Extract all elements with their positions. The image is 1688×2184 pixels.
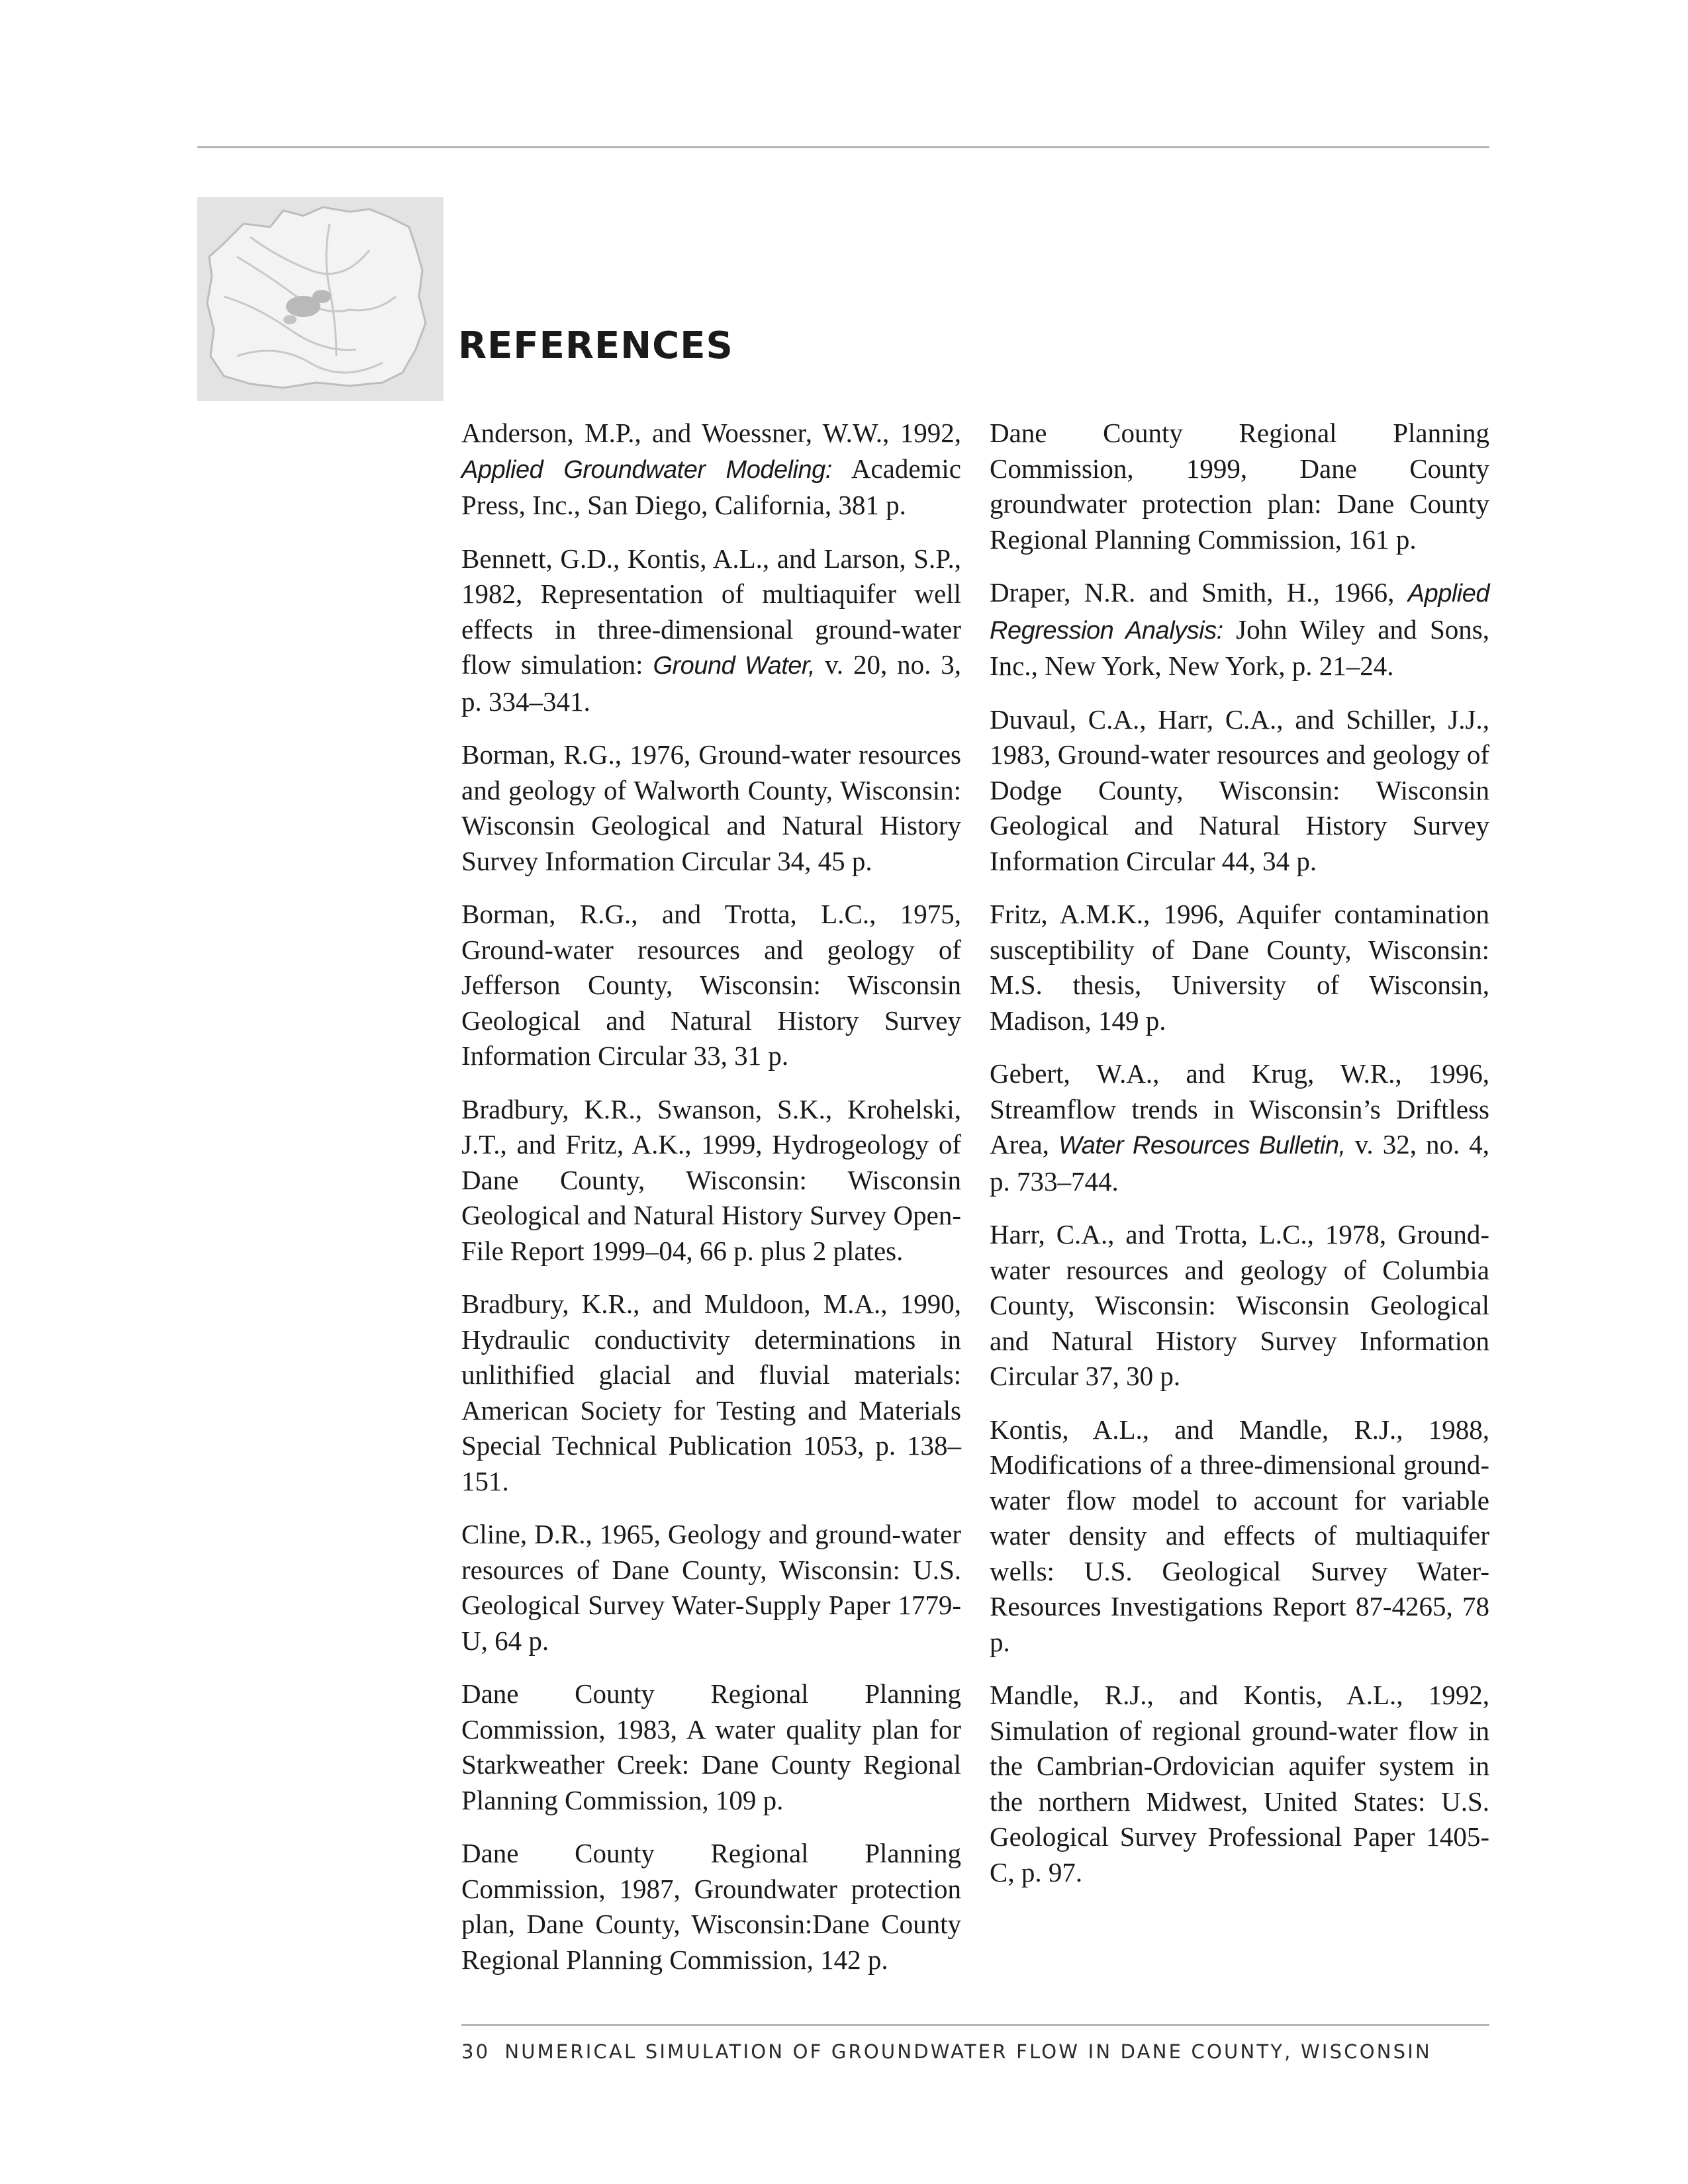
reference-entry: Fritz, A.M.K., 1996, Aquifer contamination susceptibility of Dane County, Wisconsin: M.S. thesis, University of Wisconsin, Madison, 149 p.: [990, 899, 1489, 1036]
reference-entry: Borman, R.G., 1976, Ground-water resources and geology of Walworth County, Wisconsin: Wisconsin Geological and Natural History Survey Information Circular 34, 45 p.: [461, 739, 961, 876]
reference-entry: Anderson, M.P., and Woessner, W.W., 1992, Applied Groundwater Modeling: Academic Press, Inc., San Diego, California, 381 p.: [461, 418, 961, 520]
references-column-right: [990, 416, 1489, 1908]
page-number: 30: [461, 2040, 491, 2063]
reference-entry: Duvaul, C.A., Harr, C.A., and Schiller, J.J., 1983, Ground-water resources and geology of Dodge County, Wisconsin: Wisconsin Geological and Natural History Survey Information Circular 44, 34 p.: [990, 704, 1489, 876]
reference-entry: Dane County Regional Planning Commission, 1999, Dane County groundwater protection plan: Dane County Regional Planning Commission, 161 p.: [990, 418, 1489, 555]
page-title: REFERENCES: [458, 324, 733, 367]
reference-entry: Bradbury, K.R., and Muldoon, M.A., 1990, Hydraulic conductivity determinations in unlithified glacial and fluvial materials: American Society for Testing and Materials Special Technical Publication 1053, p. 138–151.: [461, 1289, 961, 1496]
reference-entry: Gebert, W.A., and Krug, W.R., 1996, Streamflow trends in Wisconsin’s Driftless Area, Water Resources Bulletin, v. 32, no. 4, p. 733–744.: [990, 1058, 1489, 1197]
reference-entry: Kontis, A.L., and Mandle, R.J., 1988, Modifications of a three-dimensional ground-water flow model to account for variable water density and effects of multiaquifer wells: U.S. Geological Survey Water-Resources Investigations Report 87-4265, 78 p.: [990, 1414, 1489, 1657]
reference-entry: Harr, C.A., and Trotta, L.C., 1978, Ground-water resources and geology of Columbia County, Wisconsin: Wisconsin Geological and Natural History Survey Information Circular 37, 30 p.: [990, 1219, 1489, 1391]
reference-entry: Dane County Regional Planning Commission, 1987, Groundwater protection plan, Dane County, Wisconsin:Dane County Regional Planning Commission, 142 p.: [461, 1838, 961, 1975]
running-title: NUMERICAL SIMULATION OF GROUNDWATER FLOW IN DANE COUNTY, WISCONSIN: [504, 2040, 1432, 2063]
map-graphic: [197, 197, 444, 401]
top-rule: [197, 146, 1489, 148]
footer-rule: [461, 2024, 1489, 2026]
reference-entry: Bennett, G.D., Kontis, A.L., and Larson, S.P., 1982, Representation of multiaquifer well effects in three-dimensional ground-water flow simulation: Ground Water, v. 20, no. 3, p. 334–341.: [461, 543, 961, 717]
reference-entry: Dane County Regional Planning Commission, 1983, A water quality plan for Starkweather Creek: Dane County Regional Planning Commission, 109 p.: [461, 1678, 961, 1815]
reference-entry: Mandle, R.J., and Kontis, A.L., 1992, Simulation of regional ground-water flow in the Cambrian-Ordovician aquifer system in the northern Midwest, United States: U.S. Geological Survey Professional Paper 1405-C, p. 97.: [990, 1680, 1489, 1888]
references-column-left: [461, 416, 961, 1995]
reference-entry: Draper, N.R. and Smith, H., 1966, Applied Regression Analysis: John Wiley and Sons, Inc., New York, New York, p. 21–24.: [990, 577, 1489, 681]
reference-entry: Cline, D.R., 1965, Geology and ground-water resources of Dane County, Wisconsin: U.S. Geological Survey Water-Supply Paper 1779-U, 64 p.: [461, 1519, 961, 1656]
dane-county-map-icon: [197, 197, 444, 401]
reference-entry: Borman, R.G., and Trotta, L.C., 1975, Ground-water resources and geology of Jefferson County, Wisconsin: Wisconsin Geological and Natural History Survey Information Circular 33, 31 p.: [461, 899, 961, 1071]
reference-entry: Bradbury, K.R., Swanson, S.K., Krohelski, J.T., and Fritz, A.K., 1999, Hydrogeology of Dane County, Wisconsin: Wisconsin Geological and Natural History Survey Open-File Report 1999–04, 66 p. plus 2 plates.: [461, 1093, 961, 1266]
page-footer: [461, 2040, 1489, 2063]
